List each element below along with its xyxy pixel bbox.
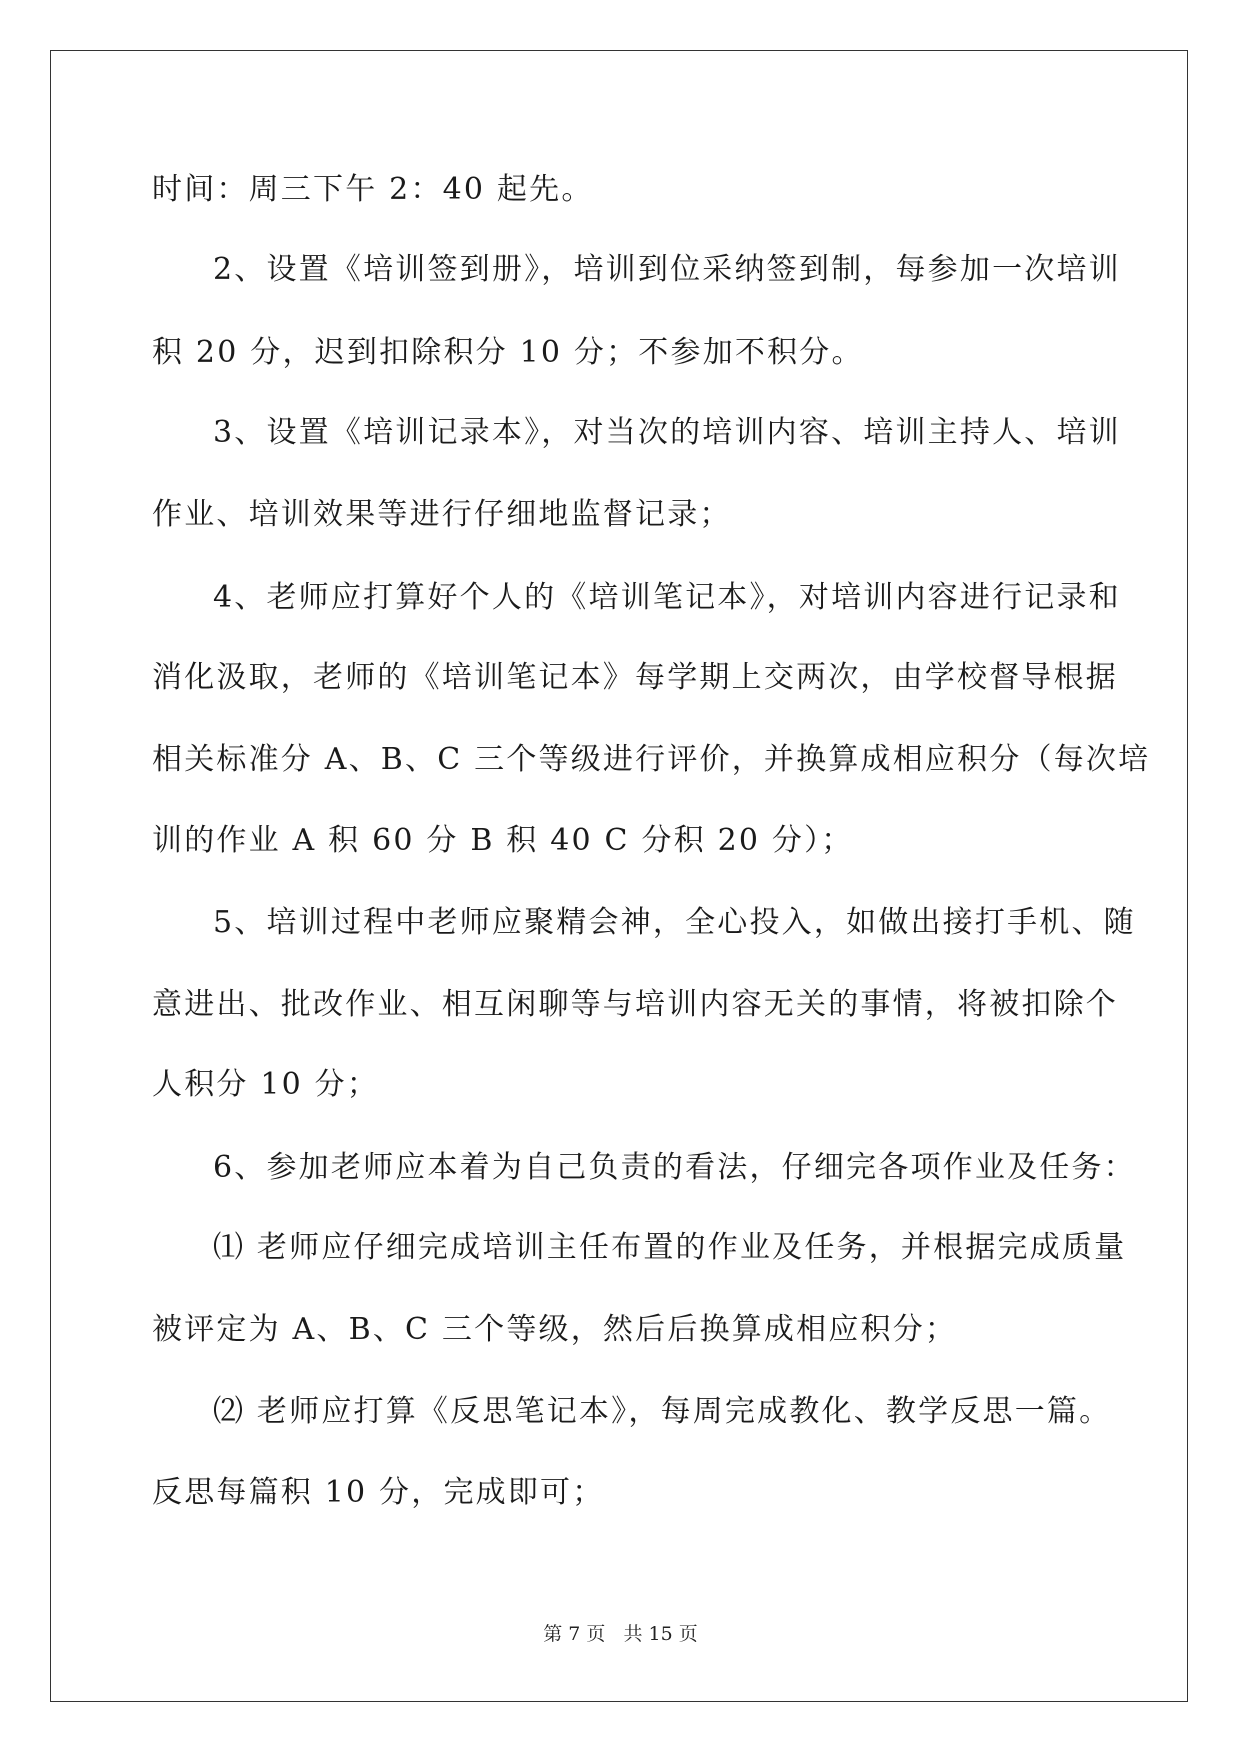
page-border xyxy=(50,50,1188,1702)
paragraph-4-line-1: 4、老师应打算好个人的《培训笔记本》，对培训内容进行记录和 xyxy=(213,580,1121,615)
paragraph-2-line-1: 2、设置《培训签到册》，培训到位采纳签到制，每参加一次培训 xyxy=(213,252,1121,287)
item-2-line-1: ⑵ 老师应打算《反思笔记本》，每周完成教化、教学反思一篇。 xyxy=(213,1394,1112,1429)
item-1-line-2: 被评定为 A、B、C 三个等级，然后后换算成相应积分； xyxy=(152,1312,958,1347)
paragraph-6-line-1: 6、参加老师应本着为自己负责的看法，仔细完各项作业及任务： xyxy=(213,1150,1136,1185)
page-number-footer: 第 7 页 共 15 页 xyxy=(543,1623,698,1645)
paragraph-3-line-1: 3、设置《培训记录本》，对当次的培训内容、培训主持人、培训 xyxy=(213,415,1121,450)
paragraph-2-line-2: 积 20 分，迟到扣除积分 10 分；不参加不积分。 xyxy=(152,335,864,370)
paragraph-4-line-4: 训的作业 A 积 60 分 B 积 40 C 分积 20 分）； xyxy=(152,823,854,858)
paragraph-5-line-2: 意进出、批改作业、相互闲聊等与培训内容无关的事情，将被扣除个 xyxy=(152,987,1118,1022)
text-line: 时间：周三下午 2：40 起先。 xyxy=(152,172,594,207)
item-1-line-1: ⑴ 老师应仔细完成培训主任布置的作业及任务，并根据完成质量 xyxy=(213,1230,1127,1265)
item-2-line-2: 反思每篇积 10 分，完成即可； xyxy=(152,1475,605,1510)
paragraph-5-line-3: 人积分 10 分； xyxy=(152,1067,380,1102)
paragraph-3-line-2: 作业、培训效果等进行仔细地监督记录； xyxy=(152,497,732,532)
paragraph-4-line-2: 消化汲取，老师的《培训笔记本》每学期上交两次，由学校督导根据 xyxy=(152,660,1118,695)
paragraph-4-line-3: 相关标准分 A、B、C 三个等级进行评价，并换算成相应积分（每次培 xyxy=(152,742,1151,777)
paragraph-5-line-1: 5、培训过程中老师应聚精会神，全心投入，如做出接打手机、随 xyxy=(213,905,1136,940)
